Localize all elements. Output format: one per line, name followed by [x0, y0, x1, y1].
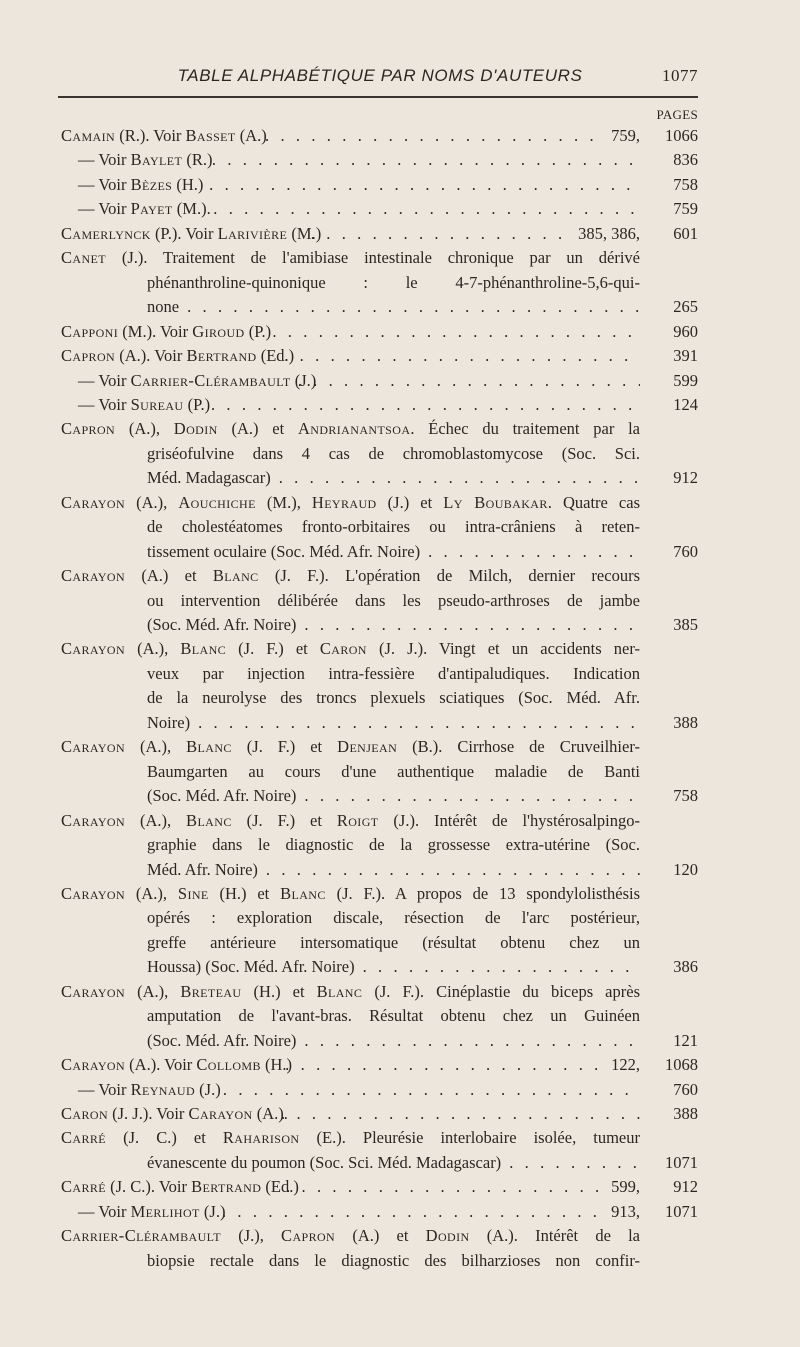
page-reference: 388 [673, 712, 698, 732]
page-reference: 1071 [665, 1152, 698, 1172]
page-reference: 912 [673, 1177, 698, 1197]
index-line [0, 515, 800, 539]
index-line [0, 369, 800, 393]
entry-text: Capron (A.), Dodin (A.) et Andrianantsoa. Échec du traitement par la [61, 419, 640, 439]
page-reference: 760 [673, 1079, 698, 1099]
page-reference: 391 [673, 346, 698, 366]
index-line [0, 906, 800, 930]
index-line [0, 760, 800, 784]
entry-text: — Voir Bèzes (H.) [78, 174, 204, 194]
entry-text: — Voir Reynaud (J.) [78, 1079, 221, 1099]
entry-text: Carrier-Clérambault (J.), Capron (A.) et Dodin (A.). Intérêt de la [61, 1226, 640, 1246]
entry-text: phénanthroline-quinonique : le 4-7-phénanthroline-5,6-qui- [147, 272, 640, 292]
index-line [0, 173, 800, 197]
entry-text: Carayon (A.), Blanc (J. F.) et Caron (J. J.). Vingt et un accidents ner- [61, 639, 640, 659]
page-reference: 386 [673, 957, 698, 977]
index-line [0, 1175, 800, 1199]
index-line [0, 466, 800, 490]
entry-text: ou intervention délibérée dans les pseudo-arthroses de jambe [147, 590, 640, 610]
page-reference: 122, [611, 1055, 640, 1075]
entry-text: Méd. Afr. Noire) [147, 859, 258, 879]
page-reference: 960 [673, 321, 698, 341]
dot-leader [281, 1102, 640, 1126]
dot-leader [285, 1053, 603, 1077]
page-reference: 120 [673, 859, 698, 879]
entry-text: (Soc. Méd. Afr. Noire) [147, 615, 297, 634]
index-line [0, 442, 800, 466]
running-title: TABLE ALPHABÉTIQUE PAR NOMS D'AUTEURS [177, 66, 583, 85]
index-line [0, 1029, 800, 1053]
index-line [0, 637, 800, 661]
dot-leader [198, 711, 640, 735]
entry-text: greffe antérieure intersomatique (résultat obtenu chez un [147, 932, 640, 952]
dot-leader [279, 466, 640, 490]
page-reference: 599, [611, 1177, 640, 1197]
dot-leader [213, 197, 640, 221]
dot-leader [304, 613, 640, 637]
index-line [0, 686, 800, 710]
entry-text: de cholestéatomes fronto-orbitaires ou intra-crâniens à reten- [147, 517, 640, 537]
page-reference: 388 [673, 1104, 698, 1123]
dot-leader [298, 369, 640, 393]
entry-text: Caron (J. J.). Voir Carayon (A.). [61, 1104, 288, 1123]
index-line [0, 197, 800, 221]
entry-text: graphie dans le diagnostic de la grossesse extra-utérine (Soc. [147, 835, 640, 855]
dot-leader [223, 1078, 640, 1102]
dot-leader [284, 344, 640, 368]
dot-leader [222, 1200, 603, 1224]
entry-text: (Soc. Méd. Afr. Noire) [147, 786, 297, 806]
page-reference: 759, [611, 126, 640, 145]
pages-column-label: PAGES [656, 107, 698, 122]
index-line [0, 393, 800, 417]
index-line [0, 1126, 800, 1150]
index-line [0, 1224, 800, 1248]
dot-leader [211, 393, 640, 417]
index-line [0, 711, 800, 735]
entry-text: Carayon (A.), Breteau (H.) et Blanc (J. F.). Cinéplastie du biceps après [61, 981, 640, 1001]
page-reference: 1066 [665, 126, 698, 145]
entry-text: Capponi (M.). Voir Giroud (P.) [61, 321, 272, 341]
entry-text: Houssa) (Soc. Méd. Afr. Noire) [147, 957, 355, 977]
dot-leader [509, 1151, 640, 1175]
entry-text: Camerlynck (P.). Voir Larivière (M.) [61, 223, 322, 243]
entry-text: none [147, 297, 180, 317]
entry-text: griséofulvine dans 4 cas de chromoblastomycose (Soc. Sci. [147, 443, 640, 463]
entry-text: Capron (A.). Voir Bertrand (Ed.) [61, 346, 295, 366]
dot-leader [304, 1029, 640, 1053]
index-line [0, 564, 800, 588]
entry-text: tissement oculaire (Soc. Méd. Afr. Noire) [147, 541, 421, 561]
entry-text: Carayon (A.), Aouchiche (M.), Heyraud (J.) et Ly Boubakar. Quatre cas [61, 492, 640, 512]
index-line [0, 491, 800, 515]
page-reference: 759 [673, 199, 698, 219]
entry-text: Carré (J. C.) et Raharison (E.). Pleurésie interlobaire isolée, tumeur [61, 1128, 640, 1148]
entry-text: — Voir Payet (M.). [78, 199, 211, 219]
index-line [0, 1249, 800, 1273]
entry-text: veux par injection intra-fessière d'antipaludiques. Indication [147, 663, 640, 683]
index-line [0, 858, 800, 882]
page-reference: 912 [673, 468, 698, 488]
index-line [0, 662, 800, 686]
entry-text: Carayon (A.). Voir Collomb (H.) [61, 1055, 293, 1075]
dot-leader [363, 955, 640, 979]
entry-text: opérés : exploration discale, résection de l'arc postérieur, [147, 908, 640, 928]
page-reference: 599 [673, 370, 698, 390]
index-line [0, 246, 800, 270]
entry-text: biopsie rectale dans le diagnostic des bilharzioses non confir- [147, 1250, 640, 1270]
index-line [0, 1053, 800, 1077]
entry-text: Carayon (A.), Blanc (J. F.) et Roigt (J.). Intérêt de l'hystérosalpingo- [61, 810, 641, 830]
page-reference: 760 [673, 541, 698, 561]
index-line [0, 784, 800, 808]
index-line [0, 1078, 800, 1102]
dot-leader [286, 1175, 603, 1199]
dot-leader [266, 858, 640, 882]
index-line [0, 295, 800, 319]
index-line [0, 540, 800, 564]
entry-text: — Voir Baylet (R.) [78, 150, 213, 170]
entry-text: Baumgarten au cours d'une authentique maladie de Banti [147, 761, 640, 781]
page-reference: 836 [673, 150, 698, 170]
dot-leader [265, 124, 603, 148]
page-reference: 1071 [665, 1201, 698, 1221]
index-line [0, 613, 800, 637]
entry-text: Carré (J. C.). Voir Bertrand (Ed.) [61, 1177, 299, 1197]
entry-text: de la neurolyse des troncs plexuels sciatiques (Soc. Méd. Afr. [147, 688, 640, 708]
page-reference: 121 [673, 1030, 698, 1050]
running-head [58, 66, 698, 90]
entry-text: Noire) [147, 712, 191, 732]
index-line [0, 809, 800, 833]
dot-leader [209, 173, 640, 197]
page-reference: 913, [611, 1201, 640, 1221]
page-reference: 124 [673, 394, 698, 414]
header-rule [58, 96, 698, 98]
index-line [0, 124, 800, 148]
entry-text: — Voir Sureau (P.) [78, 394, 211, 414]
entry-text: Carayon (A.), Blanc (J. F.) et Denjean (B.). Cirrhose de Cruveilhier- [61, 737, 640, 757]
index-line [0, 1151, 800, 1175]
index-line [0, 931, 800, 955]
page-reference: 385 [673, 615, 698, 634]
index-line [0, 980, 800, 1004]
index-line [0, 344, 800, 368]
index-line [0, 833, 800, 857]
index-line [0, 882, 800, 906]
dot-leader [428, 540, 640, 564]
page-number: 1077 [662, 66, 698, 85]
page-reference: 758 [673, 786, 698, 806]
entry-text: Carayon (A.), Sine (H.) et Blanc (J. F.). A propos de 13 spondylolisthésis [61, 883, 640, 903]
page-reference: 385, 386, [578, 223, 640, 243]
entry-text: amputation de l'avant-bras. Résultat obtenu chez un Guinéen [147, 1006, 640, 1026]
index-line [0, 1200, 800, 1224]
page-reference: 265 [673, 297, 698, 317]
page-reference: 758 [673, 174, 698, 194]
entry-text: Méd. Madagascar) [147, 468, 271, 488]
index-line [0, 589, 800, 613]
index-line [0, 1102, 800, 1126]
dot-leader [304, 784, 640, 808]
dot-leader [311, 222, 570, 246]
dot-leader [187, 295, 640, 319]
entry-text: Canet (J.). Traitement de l'amibiase intestinale chronique par un dérivé [61, 248, 640, 268]
index-line [0, 1004, 800, 1028]
index-line [0, 271, 800, 295]
dot-leader [272, 320, 640, 344]
index-line [0, 148, 800, 172]
index-line [0, 735, 800, 759]
entry-text: Camain (R.). Voir Basset (A.) [61, 126, 267, 145]
entry-text: — Voir Carrier-Clérambault (J.) [78, 370, 317, 390]
dot-leader [212, 148, 640, 172]
index-line [0, 955, 800, 979]
page-reference: 1068 [665, 1055, 698, 1075]
entry-text: — Voir Merlihot (J.) [78, 1201, 226, 1221]
index-line [0, 417, 800, 441]
index-line [0, 222, 800, 246]
entry-text: (Soc. Méd. Afr. Noire) [147, 1030, 297, 1050]
page-reference: 601 [673, 223, 698, 243]
entry-text: évanescente du poumon (Soc. Sci. Méd. Madagascar) [147, 1152, 502, 1172]
index-line [0, 320, 800, 344]
entry-text: Carayon (A.) et Blanc (J. F.). L'opération de Milch, dernier recours [61, 566, 640, 586]
